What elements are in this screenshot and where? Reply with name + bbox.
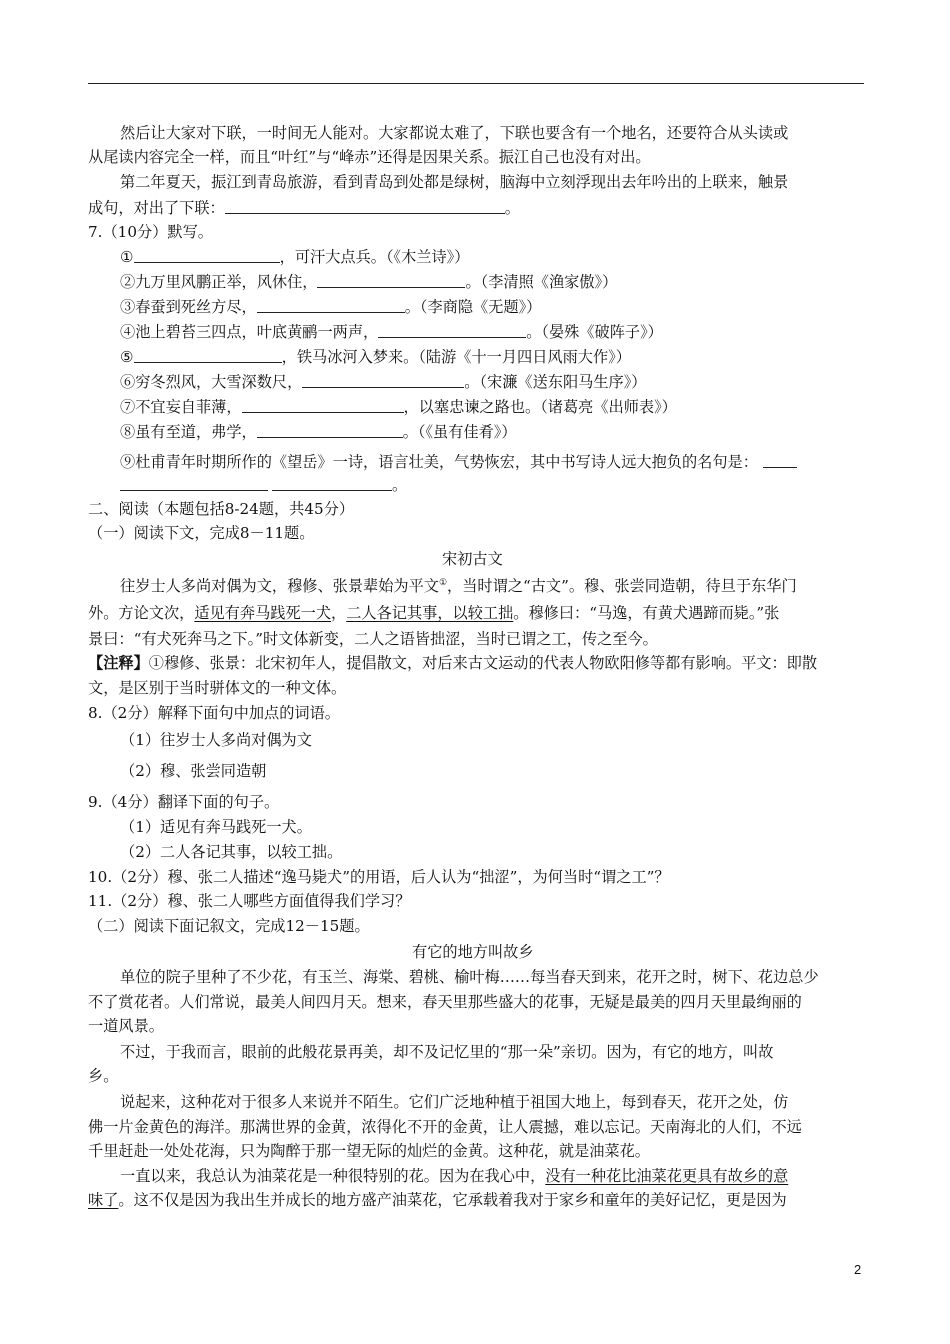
q9-item-2: （2）二人各记其事，以较工拙。 bbox=[120, 843, 343, 861]
q9-item-1: （1）适见有奔马践死一犬。 bbox=[120, 818, 312, 836]
q7-item-6 bbox=[120, 372, 647, 392]
q7-item-text: 。（宋濂《送东阳马生序》） bbox=[464, 373, 647, 391]
note-label: 【注释】 bbox=[88, 654, 149, 672]
essay-p1-line-3: 一道风景。 bbox=[88, 1017, 164, 1035]
q7-item-text: ⑦不宜妄自菲薄， bbox=[120, 398, 242, 416]
q7-item-text: ⑨杜甫青年时期所作的《望岳》一诗，语言壮美，气势恢宏，其中书写诗人远大抱负的名句是： bbox=[120, 453, 758, 471]
passage-title-1: 宋初古文 bbox=[442, 550, 503, 568]
q7-item-text: 。（李清照《渔家傲》） bbox=[465, 273, 618, 291]
essay-text: 。这不仅是因为我出生并成长的地方盛产油菜花，它承载着我对于家乡和童年的美好记忆，更是因为 bbox=[118, 1191, 787, 1209]
passage1-line-2 bbox=[88, 603, 779, 623]
q7-item-text: 。（晏殊《破阵子》） bbox=[526, 323, 663, 341]
passage1-text: 外。方论文次， bbox=[88, 604, 195, 622]
q7-item-1 bbox=[120, 247, 469, 267]
essay-p4-line-2 bbox=[88, 1190, 787, 1210]
essay-p3-line-1: 说起来，这种花对于很多人来说并不陌生。它们广泛地种植于祖国大地上，每到春天，花开之处，仿 bbox=[120, 1093, 789, 1111]
q7-head: 7.（10分）默写。 bbox=[88, 223, 213, 241]
q7-item-text: ④池上碧苔三四点，叶底黄鹂一两声， bbox=[120, 323, 379, 341]
q7-item-text: 。（《虽有佳肴》） bbox=[402, 423, 517, 441]
passage1-text: 往岁士人多尚对偶为文，穆修、张景辈始为平文 bbox=[120, 577, 439, 596]
passage1-line-3: 景曰：“有犬死奔马之下。”时文体新变，二人之语皆拙涩，当时已谓之工，传之至今。 bbox=[88, 630, 658, 648]
q7-item-text: 。 bbox=[392, 476, 408, 494]
intro-line-1: 然后让大家对下联，一时间无人能对。大家都说太难了，下联也要含有一个地名，还要符合从头读或 bbox=[120, 124, 789, 142]
intro-line-4 bbox=[88, 198, 520, 218]
q8-item-1: （1）往岁士人多尚对偶为文 bbox=[120, 731, 312, 749]
intro-line-3: 第二年夏天，振江到青岛旅游，看到青岛到处都是绿树，脑海中立刻浮现出去年吟出的上联来，触景 bbox=[120, 173, 789, 191]
underlined-sentence-3: 没有一种花比油菜花更具有故乡的意 bbox=[545, 1167, 789, 1185]
intro-line-4-end: 。 bbox=[504, 199, 520, 217]
intro-line-4-text: 成句，对出了下联： bbox=[88, 199, 225, 217]
q7-item-text: ②九万里风鹏正举，风休住， bbox=[120, 273, 318, 291]
answer-blank[interactable] bbox=[134, 248, 280, 263]
q7-item-text: ⑥穷冬烈风，大雪深数尺， bbox=[120, 373, 303, 391]
answer-blank[interactable] bbox=[120, 476, 268, 491]
answer-blank[interactable] bbox=[134, 348, 282, 363]
essay-p1-line-2: 不了赏花者。人们常说，最美人间四月天。想来，春天里那些盛大的花事，无疑是最美的四月天里最绚丽的 bbox=[88, 993, 802, 1011]
page-number: 2 bbox=[854, 1262, 862, 1277]
q8-head: 8.（2分）解释下面句中加点的词语。 bbox=[88, 704, 340, 722]
q7-item-text: ⑤ bbox=[120, 348, 134, 366]
intro-line-2: 从尾读内容完全一样，而且“叶红”与“峰赤”还得是因果关系。振江自己也没有对出。 bbox=[88, 148, 651, 166]
answer-blank[interactable] bbox=[272, 476, 392, 491]
essay-text: 一直以来，我总认为油菜花是一种很特别的花。因为在我心中， bbox=[120, 1167, 546, 1185]
q7-item-text: ，可汗大点兵。（《木兰诗》） bbox=[279, 248, 470, 266]
q7-item-7 bbox=[120, 397, 677, 417]
essay-p3-line-3: 千里赶赴一处处花海，只为陶醉于那一望无际的灿烂的金黄。这种花，就是油菜花。 bbox=[88, 1142, 650, 1160]
q7-item-2 bbox=[120, 272, 617, 292]
section-2-head: 二、阅读（本题包括8-24题，共45分） bbox=[88, 500, 355, 518]
q10: 10.（2分）穆、张二人描述“逸马毙犬”的用语，后人认为“拙涩”，为何当时“谓之工”？ bbox=[88, 868, 670, 886]
passage1-text: ， bbox=[331, 604, 347, 622]
answer-blank[interactable] bbox=[378, 323, 526, 338]
passage1-text: 。穆修曰：“马逸，有黄犬遇蹄而毙。”张 bbox=[513, 604, 780, 622]
answer-blank[interactable] bbox=[257, 423, 403, 438]
section-2-sub-2: （二）阅读下面记叙文，完成12－15题。 bbox=[88, 917, 370, 935]
passage1-line-1 bbox=[120, 573, 797, 596]
q7-item-text: ③春蚕到死丝方尽， bbox=[120, 298, 257, 316]
answer-blank[interactable] bbox=[302, 373, 464, 388]
essay-p2-line-2: 乡。 bbox=[88, 1067, 119, 1085]
underlined-sentence-3-end: 味了 bbox=[88, 1191, 119, 1209]
answer-blank[interactable] bbox=[317, 273, 465, 288]
passage1-text: ，当时谓之“古文”。穆、张尝同造朝，待旦于东华门 bbox=[447, 577, 797, 596]
q7-item-3 bbox=[120, 297, 541, 317]
answer-blank[interactable] bbox=[257, 298, 405, 313]
note-line-2: 文，是区别于当时骈体文的一种文体。 bbox=[88, 679, 347, 697]
passage-title-2: 有它的地方叫故乡 bbox=[412, 943, 534, 961]
essay-p3-line-2: 佛一片金黄色的海洋。那满世界的金黄，浓得化不开的金黄，让人震撼，难以忘记。天南海北的人们，不远 bbox=[88, 1118, 802, 1136]
essay-p4-line-1 bbox=[120, 1166, 788, 1186]
essay-p1-line-1: 单位的院子里种了不少花，有玉兰、海棠、碧桃、榆叶梅……每当春天到来，花开之时，树下、花边总少 bbox=[120, 968, 819, 986]
header-rule bbox=[88, 83, 864, 84]
q7-item-text: ⑧虽有至道，弗学， bbox=[120, 423, 257, 441]
q7-item-text: 。（李商隐《无题》） bbox=[404, 298, 542, 316]
q7-item-text: ，铁马冰河入梦来。（陆游《十一月四日风雨大作》） bbox=[281, 348, 631, 366]
q7-item-9 bbox=[120, 452, 797, 472]
underlined-sentence-1: 适见有奔马践死一犬 bbox=[194, 604, 331, 622]
answer-blank[interactable] bbox=[763, 453, 797, 468]
essay-p2-line-1: 不过，于我而言，眼前的此般花景再美，却不及记忆里的“那一朵”亲切。因为，有它的地方，叫故 bbox=[120, 1043, 774, 1061]
q7-item-text: ，以塞忠谏之路也。（诸葛亮《出师表》） bbox=[403, 398, 677, 416]
underlined-sentence-2: 二人各记其事，以较工拙 bbox=[346, 604, 514, 622]
footnote-marker: ① bbox=[438, 578, 448, 588]
q7-item-text: ① bbox=[120, 248, 134, 266]
answer-blank[interactable] bbox=[242, 398, 404, 413]
q11: 11.（2分）穆、张二人哪些方面值得我们学习？ bbox=[88, 892, 411, 910]
q7-item-9-cont bbox=[120, 475, 407, 495]
note-text: ①穆修、张景：北宋初年人，提倡散文，对后来古文运动的代表人物欧阳修等都有影响。平文：即散 bbox=[148, 654, 817, 672]
q7-item-8 bbox=[120, 422, 517, 442]
section-2-sub-1: （一）阅读下文，完成8－11题。 bbox=[88, 524, 315, 542]
answer-blank[interactable] bbox=[225, 199, 505, 214]
note-line-1 bbox=[88, 653, 817, 673]
q7-item-4 bbox=[120, 322, 663, 342]
q8-item-2: （2）穆、张尝同造朝 bbox=[120, 762, 267, 780]
q9-head: 9.（4分）翻译下面的句子。 bbox=[88, 793, 280, 811]
q7-item-5 bbox=[120, 347, 631, 367]
